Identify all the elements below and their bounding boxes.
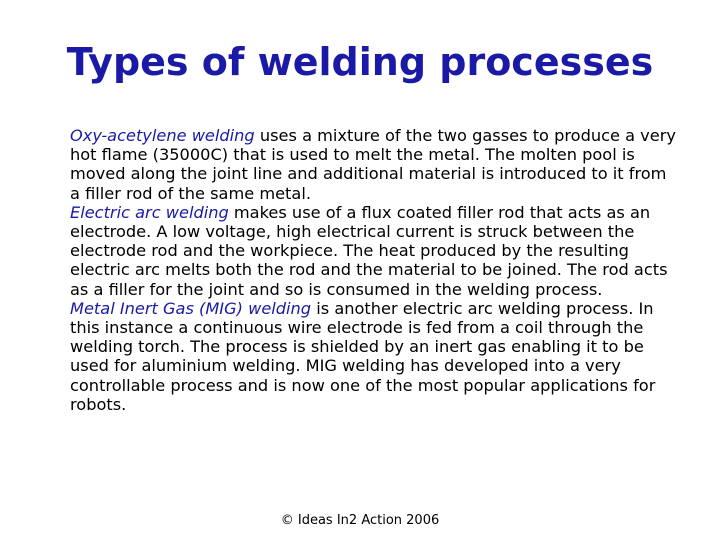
term-oxy-acetylene: Oxy-acetylene welding <box>70 126 255 145</box>
slide-body <box>70 126 680 414</box>
description-electric-arc: makes use of a flux coated filler rod that acts as an electrode. A low voltage, high electrical current is struck between the electrode rod and the workpiece. The heat produced by the resulting electric arc melts both the rod and the material to be joined. The rod acts as a filler for the joint and so is consumed in the welding process. <box>70 202 668 299</box>
description-oxy-acetylene: uses a mixture of the two gasses to produce a very hot flame (35000C) that is used to melt the metal. The molten pool is moved along the joint line and additional material is introduced to it from a filler rod of the same metal. <box>70 126 676 203</box>
paragraph-oxy-acetylene <box>70 126 680 203</box>
copyright-footer: © Ideas In2 Action 2006 <box>280 513 440 528</box>
paragraph-mig <box>70 299 680 414</box>
slide-title: Types of welding processes <box>66 40 654 84</box>
term-electric-arc: Electric arc welding <box>70 202 229 222</box>
paragraph-electric-arc <box>70 203 680 299</box>
term-mig: Metal Inert Gas (MIG) welding <box>70 298 312 318</box>
description-mig: is another electric arc welding process. In this instance a continuous wire electrode is fed from a coil through the welding torch. The process is shielded by an inert gas enabling it to be used for aluminium welding. MIG welding has developed into a very controllable process and is now one of the most popular applications for robots. <box>70 298 656 414</box>
